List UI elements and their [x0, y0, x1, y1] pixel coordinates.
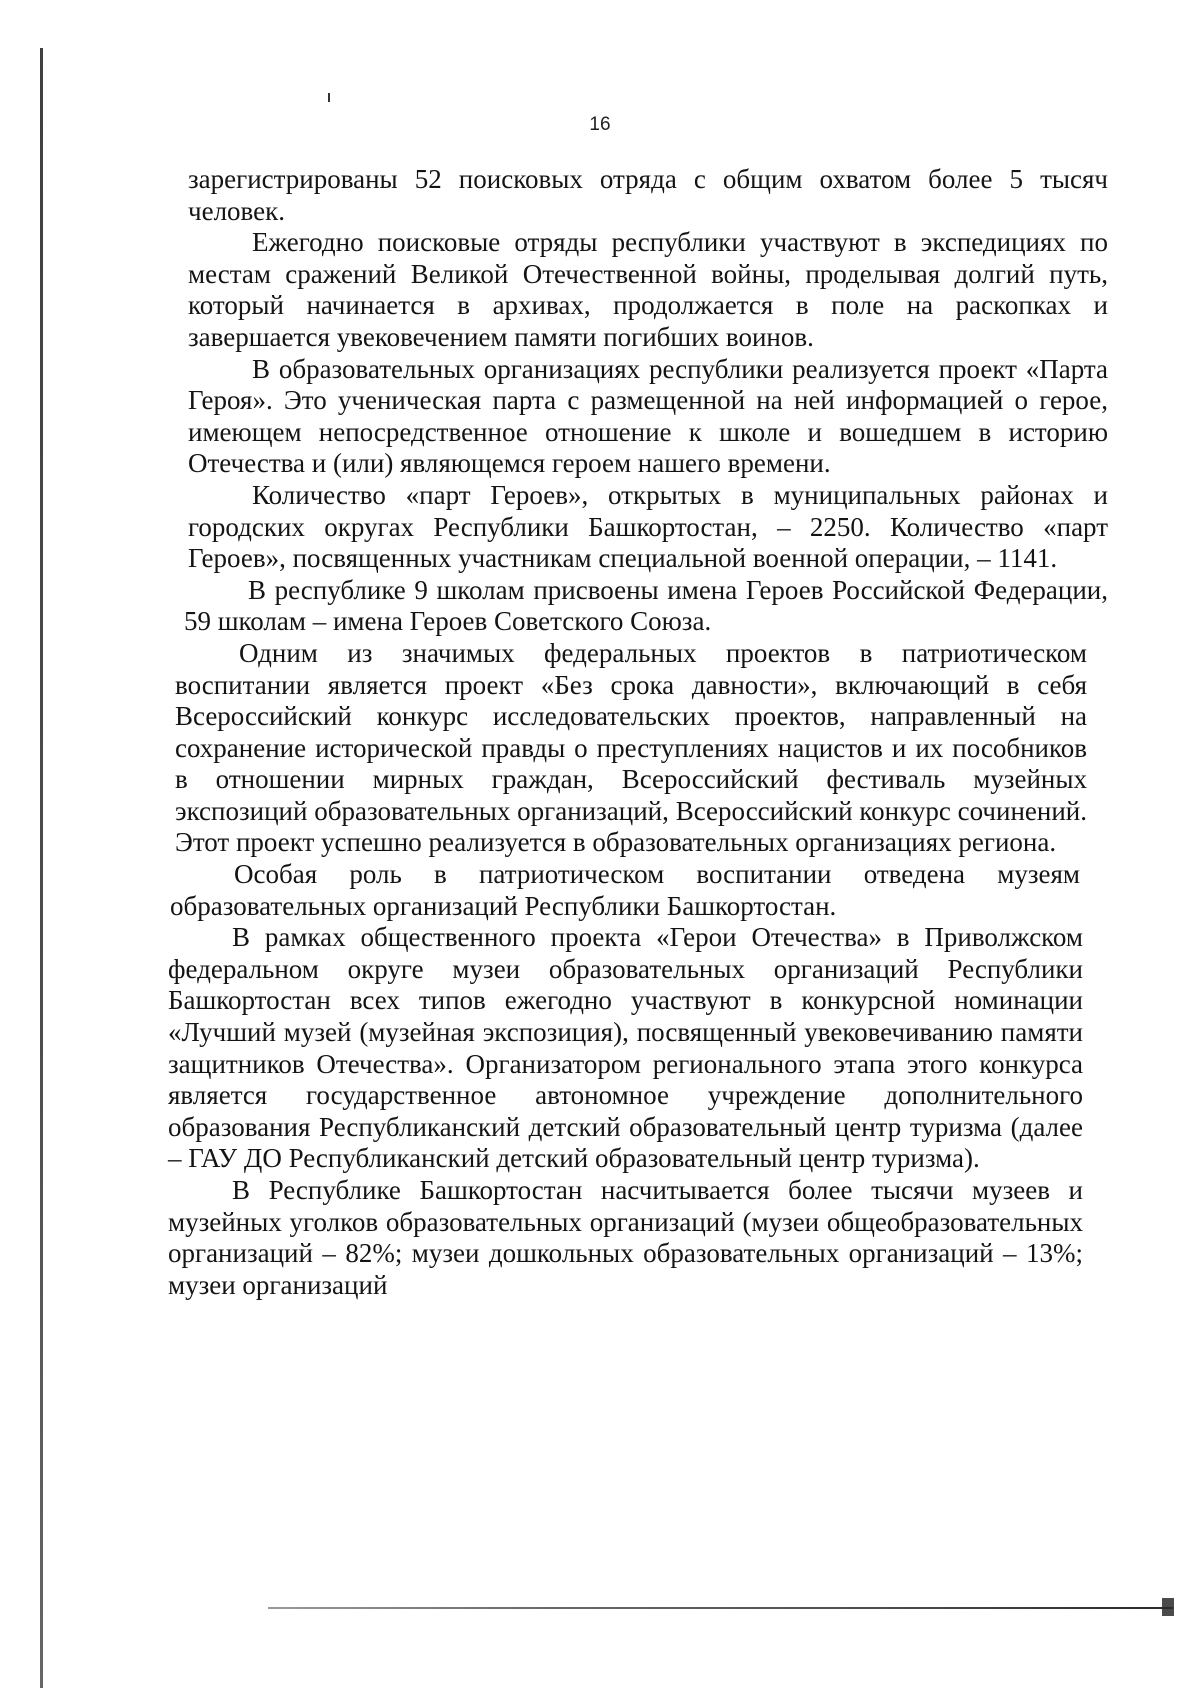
- paragraph-3: В образовательных организациях республики реализуется проект «Парта Героя». Это ученическая парта с размещенной на ней информацией о герое, имеющем непосредственное отношение к школе и вошедшем в историю Отечества и (или) являющемся героем нашего времени.: [188, 353, 1108, 479]
- paragraph-1: зарегистрированы 52 поисковых отряда с общим охватом более 5 тысяч человек.: [188, 164, 1108, 226]
- page-number: 16: [589, 114, 611, 135]
- paragraph-9: В Республике Башкортостан насчитывается более тысячи музеев и музейных уголков образовательных организаций (музеи общеобразовательных организаций – 82%; музеи дошкольных образовательных организаций – 13%; музеи организаций: [168, 1175, 1083, 1300]
- scan-speck: [328, 93, 330, 102]
- scan-binding-edge: [40, 48, 43, 1688]
- paragraph-5: В республике 9 школам присвоены имена Героев Российской Федерации, 59 школам – имена Героев Советского Союза.: [184, 574, 1108, 637]
- paragraph-8: В рамках общественного проекта «Герои Отечества» в Приволжском федеральном округе музеи образовательных организаций Республики Башкортостан всех типов ежегодно участвуют в конкурсной номинации «Лучший музей (музейная экспозиция), посвященный увековечиванию памяти защитников Отечества». Организатором регионального этапа этого конкурса является государственное автономное учреждение дополнительного образования Республиканский детский образовательный центр туризма (далее – ГАУ ДО Республиканский детский образовательный центр туризма).: [168, 922, 1083, 1174]
- scan-bottom-mark: [1162, 1598, 1174, 1616]
- paragraph-4: Количество «парт Героев», открытых в муниципальных районах и городских округах Республики Башкортостан, – 2250. Количество «парт Героев», посвященных участникам специальной военной операции, – 1141.: [188, 479, 1108, 574]
- paragraph-2: Ежегодно поисковые отряды республики участвуют в экспедициях по местам сражений Великой Отечественной войны, проделывая долгий путь, который начинается в архивах, продолжается в поле на раскопках и завершается увековечением памяти погибших воинов.: [188, 227, 1108, 352]
- scan-bottom-rule: [268, 1607, 1173, 1609]
- body-text: [168, 164, 1108, 1301]
- paragraph-7: Особая роль в патриотическом воспитании отведена музеям образовательных организаций Республики Башкортостан.: [170, 859, 1080, 921]
- paragraph-6: Одним из значимых федеральных проектов в патриотическом воспитании является проект «Без срока давности», включающий в себя Всероссийский конкурс исследовательских проектов, направленный на сохранение исторической правды о преступлениях нацистов и их пособников в отношении мирных граждан, Всероссийский фестиваль музейных экспозиций образовательных организаций, Всероссийский конкурс сочинений. Этот проект успешно реализуется в образовательных организациях региона.: [175, 637, 1087, 858]
